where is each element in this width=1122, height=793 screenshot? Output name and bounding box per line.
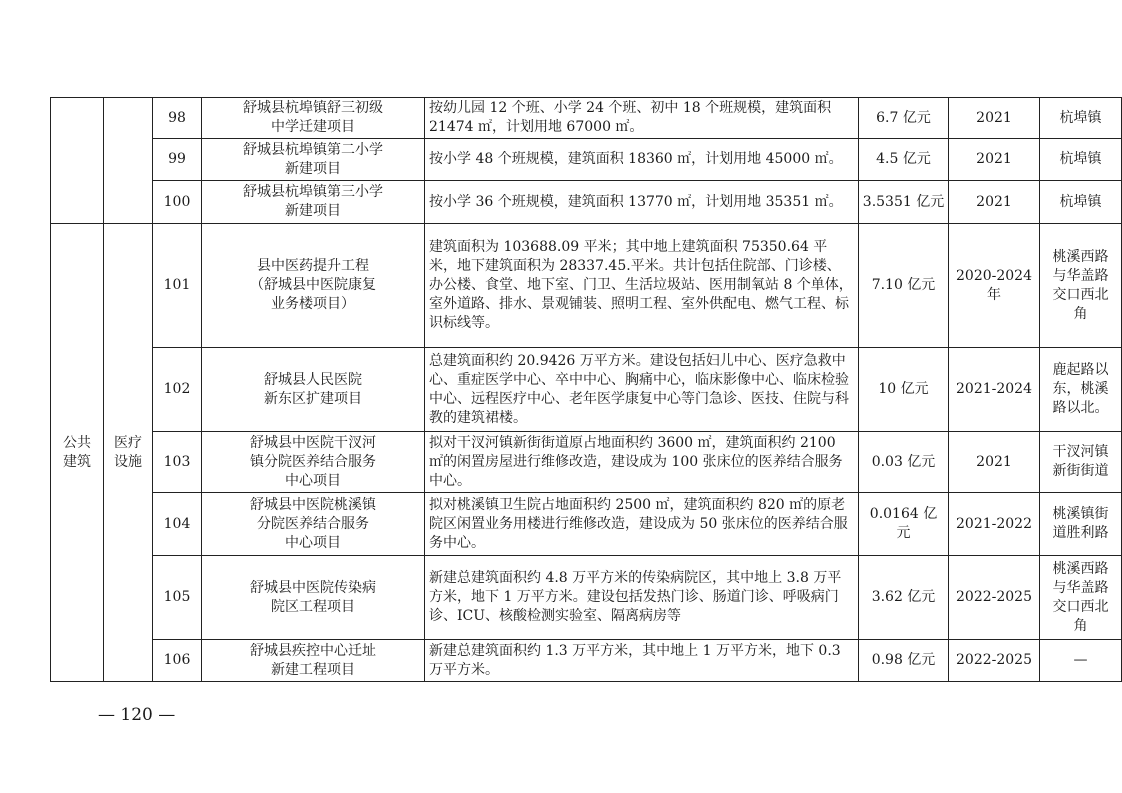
project-content: 新建总建筑面积约 1.3 万平方米，其中地上 1 万平方米，地下 0.3 万平方米。 xyxy=(425,640,859,682)
row-number: 105 xyxy=(153,556,202,640)
row-number: 100 xyxy=(153,181,202,224)
construction-year: 2020-2024 年 xyxy=(949,224,1040,348)
project-name: 县中医药提升工程 （舒城县中医院康复 业务楼项目） xyxy=(202,224,425,348)
project-content: 按幼儿园 12 个班、小学 24 个班、初中 18 个班规模，建筑面积 21474 ㎡，计划用地 67000 ㎡。 xyxy=(425,98,859,139)
row-number: 106 xyxy=(153,640,202,682)
location: 杭埠镇 xyxy=(1040,98,1122,139)
investment: 6.7 亿元 xyxy=(859,98,949,139)
project-name: 舒城县人民医院 新东区扩建项目 xyxy=(202,348,425,432)
table-row xyxy=(51,224,1122,348)
location: 桃溪镇街 道胜利路 xyxy=(1040,493,1122,556)
row-number: 98 xyxy=(153,98,202,139)
project-name: 舒城县杭埠镇第三小学 新建项目 xyxy=(202,181,425,224)
investment: 0.98 亿元 xyxy=(859,640,949,682)
project-name: 舒城县杭埠镇舒三初级 中学迁建项目 xyxy=(202,98,425,139)
investment: 3.5351 亿元 xyxy=(859,181,949,224)
row-number: 104 xyxy=(153,493,202,556)
category-cell: 公共 建筑 xyxy=(51,224,104,682)
investment: 0.0164 亿 元 xyxy=(859,493,949,556)
construction-year: 2021 xyxy=(949,432,1040,493)
project-content: 拟对干汊河镇新街街道原占地面积约 3600 ㎡，建筑面积约 2100 ㎡的闲置房屋进行维修改造，建设成为 100 张床位的医养结合服务中心。 xyxy=(425,432,859,493)
investment: 4.5 亿元 xyxy=(859,139,949,181)
category-cell xyxy=(51,98,104,224)
construction-year: 2021 xyxy=(949,181,1040,224)
table-row xyxy=(51,640,1122,682)
project-content: 拟对桃溪镇卫生院占地面积约 2500 ㎡，建筑面积约 820 ㎡的原老院区闲置业务用楼进行维修改造，建设成为 50 张床位的医养结合服务中心。 xyxy=(425,493,859,556)
subcategory-cell: 医疗 设施 xyxy=(104,224,153,682)
table-row xyxy=(51,181,1122,224)
project-content: 新建总建筑面积约 4.8 万平方米的传染病院区，其中地上 3.8 万平方米，地下 1 万平方米。建设包括发热门诊、肠道门诊、呼吸病门诊、ICU、核酸检测实验室、隔离病房等 xyxy=(425,556,859,640)
table-row xyxy=(51,556,1122,640)
project-content: 按小学 36 个班规模，建筑面积 13770 ㎡，计划用地 35351 ㎡。 xyxy=(425,181,859,224)
table-row xyxy=(51,348,1122,432)
location: 桃溪西路 与华盖路 交口西北 角 xyxy=(1040,224,1122,348)
row-number: 103 xyxy=(153,432,202,493)
subcategory-cell xyxy=(104,98,153,224)
construction-year: 2021 xyxy=(949,98,1040,139)
construction-year: 2021-2024 xyxy=(949,348,1040,432)
investment: 10 亿元 xyxy=(859,348,949,432)
investment: 7.10 亿元 xyxy=(859,224,949,348)
location: 鹿起路以 东，桃溪 路以北。 xyxy=(1040,348,1122,432)
construction-year: 2021-2022 xyxy=(949,493,1040,556)
location: — xyxy=(1040,640,1122,682)
project-content: 按小学 48 个班规模，建筑面积 18360 ㎡，计划用地 45000 ㎡。 xyxy=(425,139,859,181)
project-name: 舒城县疾控中心迁址 新建工程项目 xyxy=(202,640,425,682)
row-number: 101 xyxy=(153,224,202,348)
project-content: 总建筑面积约 20.9426 万平方米。建设包括妇儿中心、医疗急救中心、重症医学中心、卒中中心、胸痛中心，临床影像中心、临床检验中心、远程医疗中心、老年医学康复中心等门急诊、医技、住院与科教的建筑裙楼。 xyxy=(425,348,859,432)
table-row xyxy=(51,98,1122,139)
project-content: 建筑面积为 103688.09 平米；其中地上建筑面积 75350.64 平米，地下建筑面积为 28337.45.平米。共计包括住院部、门诊楼、办公楼、食堂、地下室、门卫、生活垃圾站、医用制氧站 8 个单体，室外道路、排水、景观铺装、照明工程、室外供配电、燃气工程、标识标线等。 xyxy=(425,224,859,348)
project-name: 舒城县杭埠镇第二小学 新建项目 xyxy=(202,139,425,181)
construction-year: 2022-2025 xyxy=(949,640,1040,682)
project-name: 舒城县中医院干汊河 镇分院医养结合服务 中心项目 xyxy=(202,432,425,493)
location: 干汊河镇 新街街道 xyxy=(1040,432,1122,493)
table-row xyxy=(51,432,1122,493)
location: 桃溪西路 与华盖路 交口西北 角 xyxy=(1040,556,1122,640)
project-name: 舒城县中医院传染病 院区工程项目 xyxy=(202,556,425,640)
location: 杭埠镇 xyxy=(1040,139,1122,181)
row-number: 99 xyxy=(153,139,202,181)
investment: 3.62 亿元 xyxy=(859,556,949,640)
project-table xyxy=(50,97,1122,682)
project-name: 舒城县中医院桃溪镇 分院医养结合服务 中心项目 xyxy=(202,493,425,556)
table-row xyxy=(51,139,1122,181)
investment: 0.03 亿元 xyxy=(859,432,949,493)
construction-year: 2021 xyxy=(949,139,1040,181)
construction-year: 2022-2025 xyxy=(949,556,1040,640)
row-number: 102 xyxy=(153,348,202,432)
table-row xyxy=(51,493,1122,556)
location: 杭埠镇 xyxy=(1040,181,1122,224)
page-number: — 120 — xyxy=(98,705,176,725)
